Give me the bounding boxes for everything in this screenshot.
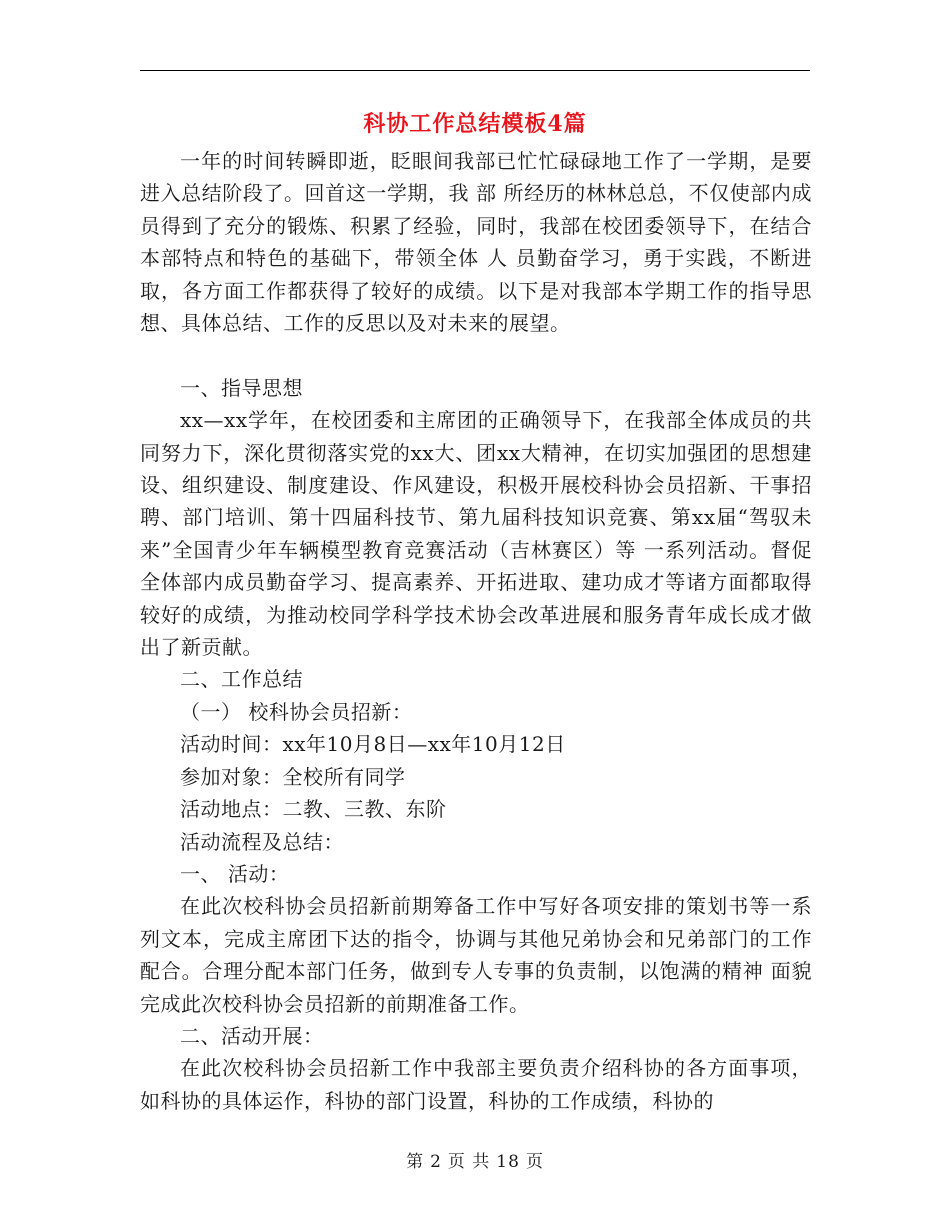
- page-current-number: 2: [430, 1152, 442, 1172]
- page-label-prefix: 第: [406, 1152, 425, 1172]
- activity-participants: 参加对象：全校所有同学: [180, 764, 406, 789]
- activity-process-label: 活动流程及总结：: [180, 829, 344, 854]
- document-title: 科协工作总结模板4篇: [363, 111, 587, 137]
- paragraph-activity-development: 在此次校科协会员招新工作中我部主要负责介绍科协的各方面事项，如科协的具体运作，科协的部门设置，科协的工作成绩，科协的: [140, 1056, 812, 1113]
- subheading-activity-development: 二、活动开展：: [180, 1023, 324, 1048]
- page-footer: [140, 1150, 810, 1174]
- document-body: [140, 145, 812, 1117]
- heading-work-summary: 二、工作总结: [180, 667, 303, 692]
- page-label-suffix: 页: [525, 1152, 544, 1172]
- heading-guiding-ideology: 一、指导思想: [180, 375, 303, 400]
- paragraph-guiding-ideology: xx—xx学年，在校团委和主席团的正确领导下，在我部全体成员的共同努力下，深化贯彻落实党的xx大、团xx大精神，在切实加强团的思想建设、组织建设、制度建设、作风建设，积极开展校科协会员招新、干事招聘、部门培训、第十四届科技节、第九届科技知识竞赛、第xx届“驾驭未来”全国青少年车辆模型教育竞赛活动（吉林赛区）等 一系列活动。督促全体部内成员勤奋学习、提高素养、开拓进取、建功成才等诸方面都取得较好的成绩，为推动校同学科学技术协会改革进展和服务青年成长成才做出了新贡献。: [140, 408, 812, 660]
- paragraph-intro: 一年的时间转瞬即逝，眨眼间我部已忙忙碌碌地工作了一学期，是要进入总结阶段了。回首这一学期，我 部 所经历的林林总总，不仅使部内成员得到了充分的锻炼、积累了经验，同时，我部在校团委领导下，在结合本部特点和特色的基础下，带领全体 人 员勤奋学习，勇于实践，不断进取，各方面工作都获得了较好的成绩。以下是对我部本学期工作的指导思想、具体总结、工作的反思以及对未来的展望。: [140, 149, 812, 336]
- subheading-member-recruitment: （一） 校科协会员招新：: [180, 699, 413, 724]
- page-label-mid: 页 共: [447, 1152, 491, 1172]
- subheading-activity: 一、 活动：: [180, 861, 290, 886]
- header-rule: [140, 70, 810, 71]
- page-total-number: 18: [496, 1152, 520, 1172]
- activity-time: 活动时间：xx年10月8日—xx年10月12日: [180, 732, 566, 757]
- paragraph-activity-preparation: 在此次校科协会员招新前期筹备工作中写好各项安排的策划书等一系列文本，完成主席团下达的指令，协调与其他兄弟协会和兄弟部门的工作配合。合理分配本部门任务，做到专人专事的负责制，以饱满的精神 面貌 完成此次校科协会员招新的前期准备工作。: [140, 894, 812, 1016]
- paragraph-spacer: [140, 339, 812, 371]
- activity-location: 活动地点：二教、三教、东阶: [180, 797, 447, 822]
